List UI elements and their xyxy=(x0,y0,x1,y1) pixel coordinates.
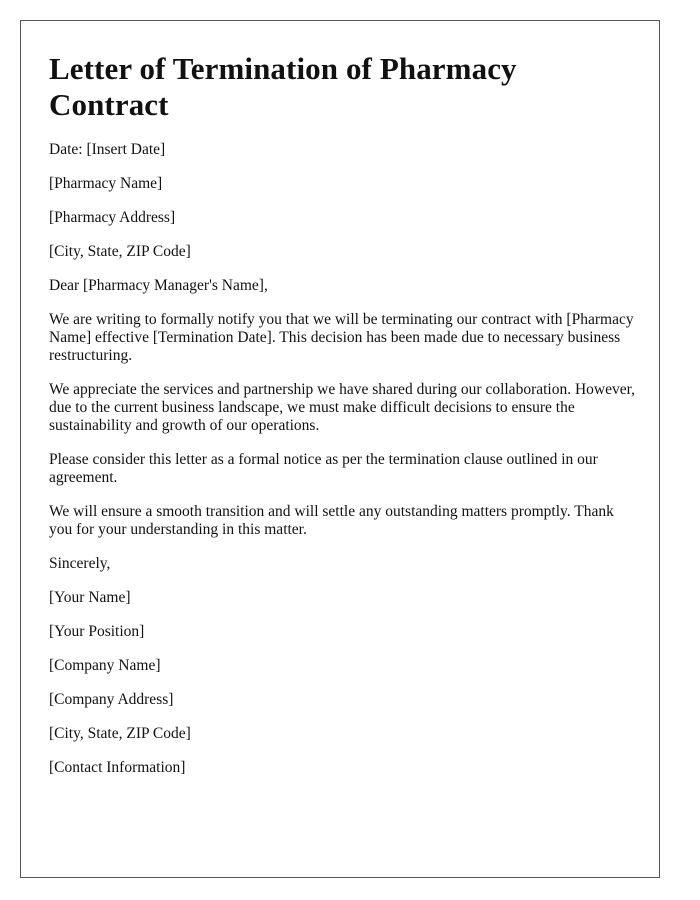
letter-content xyxy=(49,51,639,793)
recipient-city-state-zip: [City, State, ZIP Code] xyxy=(49,243,191,260)
closing: Sincerely, xyxy=(49,555,111,572)
salutation: Dear [Pharmacy Manager's Name], xyxy=(49,277,268,294)
date-line: Date: [Insert Date] xyxy=(49,141,166,158)
sender-contact: [Contact Information] xyxy=(49,759,186,776)
sender-company: [Company Name] xyxy=(49,657,161,674)
body-paragraph: We are writing to formally notify you that we will be terminating our contract with [Pharmacy Name] effective [Termination Date]. This decision has been made due to necessary business restructuring. xyxy=(49,311,634,364)
sender-name: [Your Name] xyxy=(49,589,131,606)
body-paragraph: We appreciate the services and partnership we have shared during our collaboration. However, due to the current business landscape, we must make difficult decisions to ensure the sustainability and growth of our operations. xyxy=(49,381,636,434)
body-paragraph: We will ensure a smooth transition and will settle any outstanding matters promptly. Thank you for your understanding in this matter. xyxy=(49,503,614,538)
letter-title: Letter of Termination of Pharmacy Contract xyxy=(49,51,517,122)
letter-page xyxy=(20,20,660,878)
sender-company-address: [Company Address] xyxy=(49,691,174,708)
sender-city-state-zip: [City, State, ZIP Code] xyxy=(49,725,191,742)
recipient-address: [Pharmacy Address] xyxy=(49,209,176,226)
recipient-name: [Pharmacy Name] xyxy=(49,175,163,192)
body-paragraph: Please consider this letter as a formal notice as per the termination clause outlined in our agreement. xyxy=(49,451,598,486)
sender-position: [Your Position] xyxy=(49,623,145,640)
